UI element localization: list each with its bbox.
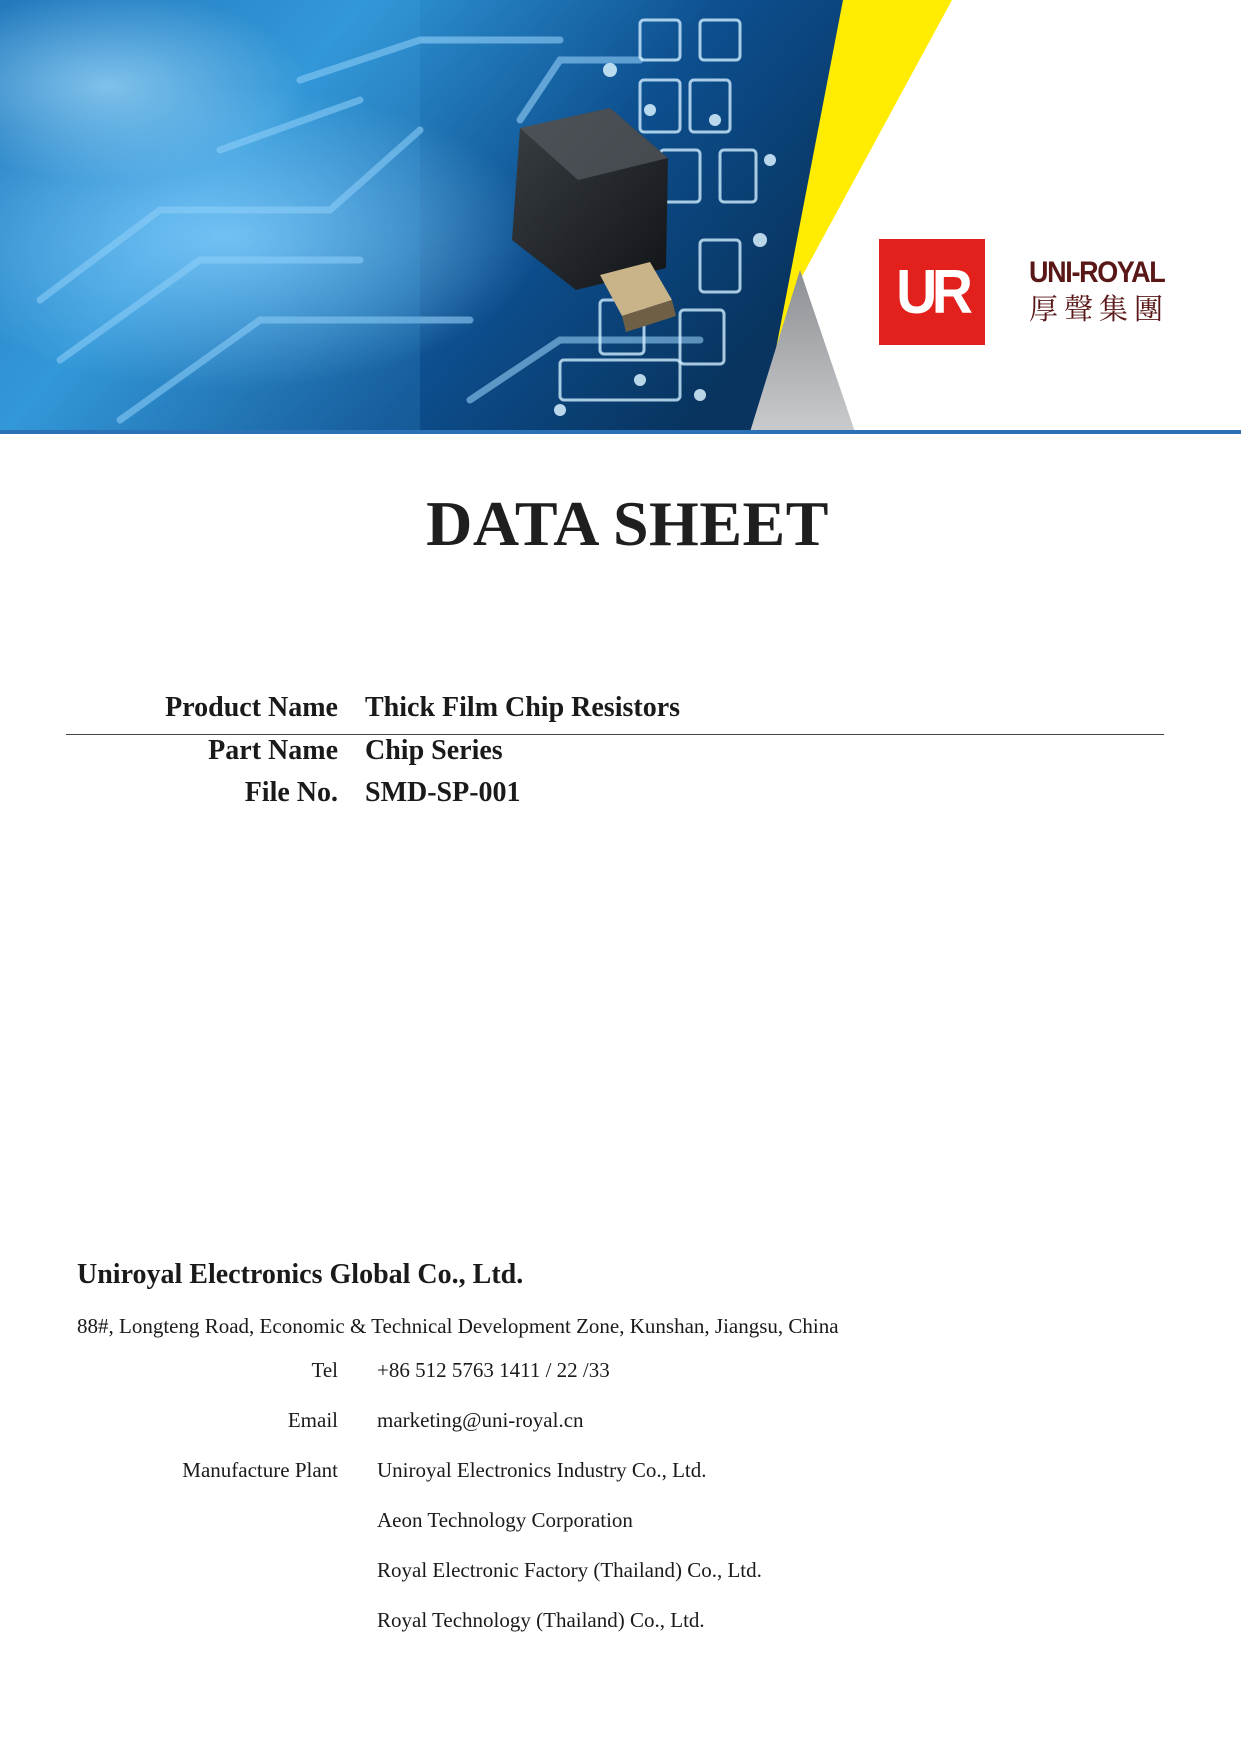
- brand-name-chinese: 厚聲集團: [1029, 292, 1170, 326]
- file-no-value: SMD-SP-001: [365, 777, 521, 808]
- tel-label: Tel: [311, 1358, 338, 1382]
- product-name-value: Thick Film Chip Resistors: [365, 692, 681, 723]
- plant-value: Royal Electronic Factory (Thailand) Co., Ltd.: [377, 1558, 762, 1582]
- header-banner: [0, 0, 1241, 432]
- company-address: 88#, Longteng Road, Economic & Technical Development Zone, Kunshan, Jiangsu, China: [77, 1314, 839, 1338]
- email-value: marketing@uni-royal.cn: [377, 1408, 584, 1432]
- circuit-board-image: [0, 0, 1241, 432]
- plant-value: Uniroyal Electronics Industry Co., Ltd.: [377, 1458, 707, 1482]
- file-no-label: File No.: [244, 777, 338, 808]
- plant-value: Royal Technology (Thailand) Co., Ltd.: [377, 1608, 705, 1632]
- email-label: Email: [287, 1408, 338, 1432]
- tel-value: +86 512 5763 1411 / 22 /33: [377, 1358, 610, 1382]
- brand-name: UNI-ROYAL: [1029, 256, 1165, 289]
- ur-logo-badge: [879, 239, 985, 345]
- part-name-label: Part Name: [208, 735, 338, 766]
- plant-value: Aeon Technology Corporation: [377, 1508, 633, 1532]
- company-name: Uniroyal Electronics Global Co., Ltd.: [77, 1259, 524, 1290]
- part-name-value: Chip Series: [365, 735, 503, 766]
- header-rule: [0, 430, 1241, 434]
- document-title: DATA SHEET: [426, 488, 829, 559]
- manufacture-plant-label: Manufacture Plant: [182, 1458, 338, 1482]
- product-name-label: Product Name: [165, 692, 338, 723]
- logo-badge-text: UR: [896, 257, 968, 327]
